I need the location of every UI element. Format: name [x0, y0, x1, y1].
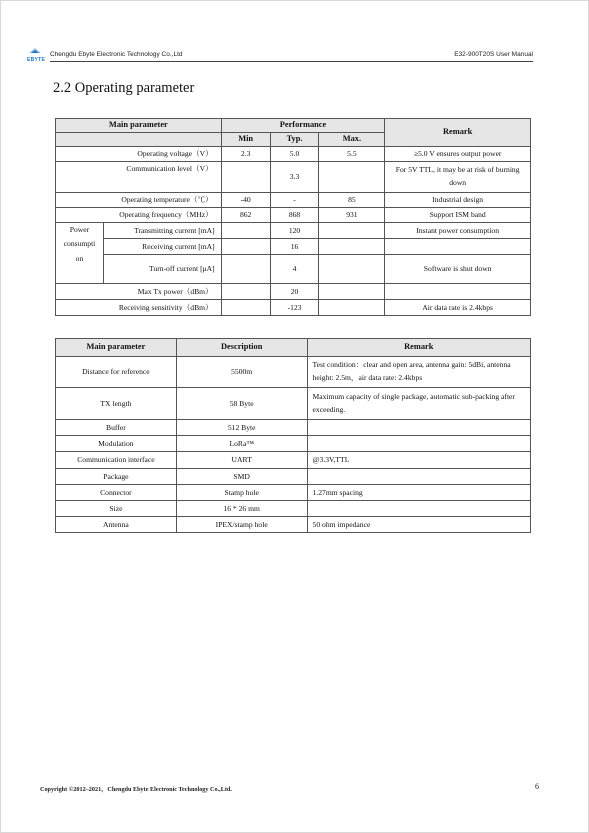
section-title: 2.2 Operating parameter [53, 80, 195, 96]
remark-cell: Software is shut down [385, 255, 531, 284]
remark-cell: Maximum capacity of single package, automatic sub-packing after exceeding. [307, 388, 530, 420]
operating-parameter-table [55, 118, 531, 316]
typ-cell: 20 [270, 284, 319, 300]
header-main-parameter: Main parameter [56, 119, 222, 133]
param-cell: Receiving current [mA] [103, 239, 221, 255]
footer-copyright: Copyright ©2012–2021，Chengdu Ebyte Electronic Technology Co.,Ltd. [40, 786, 232, 793]
remark-cell [385, 284, 531, 300]
param-cell: Turn-off current [μA] [103, 255, 221, 284]
typ-cell: 120 [270, 223, 319, 239]
header-rule [50, 61, 533, 62]
desc-cell: SMD [176, 469, 307, 485]
typ-cell: 5.0 [270, 147, 319, 162]
param-cell: Operating temperature（℃） [56, 193, 222, 208]
header-remark: Remark [307, 339, 530, 357]
min-cell [221, 300, 270, 316]
min-cell [221, 255, 270, 284]
remark-cell: Air data rate is 2.4kbps [385, 300, 531, 316]
remark-cell [307, 501, 530, 517]
remark-cell: Instant power consumption [385, 223, 531, 239]
param-cell: Antenna [56, 517, 177, 533]
page-header [27, 48, 533, 62]
min-cell [221, 162, 270, 193]
param-cell: Operating voltage（V） [56, 147, 222, 162]
header-performance: Performance [221, 119, 385, 133]
desc-cell: 5500m [176, 357, 307, 388]
hardware-parameter-table [55, 338, 531, 533]
param-cell: Receiving sensitivity（dBm） [56, 300, 222, 316]
remark-cell: For 5V TTL, it may be at risk of burning down [385, 162, 531, 193]
header-blank [56, 133, 222, 147]
table-row [56, 147, 531, 162]
max-cell [319, 300, 385, 316]
param-cell: Max Tx power（dBm） [56, 284, 222, 300]
min-cell [221, 223, 270, 239]
desc-cell: UART [176, 452, 307, 469]
power-consumption-label: Power consumpti on [56, 223, 104, 284]
remark-cell: @3.3V,TTL [307, 452, 530, 469]
table-row [56, 501, 531, 517]
table-row [56, 255, 531, 284]
table-row [56, 300, 531, 316]
max-cell [319, 255, 385, 284]
remark-cell: Support ISM band [385, 208, 531, 223]
desc-cell: 512 Byte [176, 420, 307, 436]
typ-cell: 16 [270, 239, 319, 255]
table-row [56, 452, 531, 469]
param-cell: Communication level（V） [56, 162, 222, 193]
desc-cell: 16 * 26 mm [176, 501, 307, 517]
desc-cell: Stamp hole [176, 485, 307, 501]
table-row [56, 485, 531, 501]
param-cell: Distance for reference [56, 357, 177, 388]
remark-cell: 1.27mm spacing [307, 485, 530, 501]
desc-cell: IPEX/stamp hole [176, 517, 307, 533]
remark-cell: ≥5.0 V ensures output power [385, 147, 531, 162]
typ-cell: -123 [270, 300, 319, 316]
table-row [56, 388, 531, 420]
desc-cell: 58 Byte [176, 388, 307, 420]
max-cell [319, 239, 385, 255]
param-cell: Connector [56, 485, 177, 501]
table-row [56, 193, 531, 208]
company-name: Chengdu Ebyte Electronic Technology Co.,Ltd [50, 51, 183, 58]
param-cell: Transmitting current [mA] [103, 223, 221, 239]
min-cell: 2.3 [221, 147, 270, 162]
max-cell [319, 162, 385, 193]
remark-cell: Industrial design [385, 193, 531, 208]
remark-cell [385, 239, 531, 255]
table-row [56, 223, 531, 239]
header-description: Description [176, 339, 307, 357]
min-cell: -40 [221, 193, 270, 208]
typ-cell: - [270, 193, 319, 208]
typ-cell: 868 [270, 208, 319, 223]
param-cell: Size [56, 501, 177, 517]
max-cell [319, 284, 385, 300]
param-cell: Operating frequency（MHz） [56, 208, 222, 223]
header-remark: Remark [385, 119, 531, 147]
param-cell: Modulation [56, 436, 177, 452]
table-row [56, 239, 531, 255]
remark-cell [307, 469, 530, 485]
param-cell: Package [56, 469, 177, 485]
max-cell: 931 [319, 208, 385, 223]
page-number: 6 [535, 782, 539, 791]
desc-cell: LoRa™ [176, 436, 307, 452]
table-row [56, 436, 531, 452]
table-row [56, 420, 531, 436]
min-cell: 862 [221, 208, 270, 223]
header-typ: Typ. [270, 133, 319, 147]
header-main-parameter: Main parameter [56, 339, 177, 357]
max-cell: 85 [319, 193, 385, 208]
remark-cell [307, 436, 530, 452]
table-row [56, 162, 531, 193]
remark-cell: Test condition：clear and open area, antenna gain: 5dBi, antenna height: 2.5m，air data rate: 2.4kbps [307, 357, 530, 388]
remark-cell [307, 420, 530, 436]
min-cell [221, 284, 270, 300]
param-cell: TX length [56, 388, 177, 420]
table-row [56, 284, 531, 300]
max-cell: 5.5 [319, 147, 385, 162]
typ-cell: 3.3 [270, 162, 319, 193]
remark-cell: 50 ohm impedance [307, 517, 530, 533]
table-row [56, 517, 531, 533]
table-row [56, 469, 531, 485]
min-cell [221, 239, 270, 255]
manual-title: E32-900T20S User Manual [454, 51, 533, 58]
header-min: Min [221, 133, 270, 147]
typ-cell: 4 [270, 255, 319, 284]
header-max: Max. [319, 133, 385, 147]
max-cell [319, 223, 385, 239]
table-row [56, 357, 531, 388]
param-cell: Communication interface [56, 452, 177, 469]
param-cell: Buffer [56, 420, 177, 436]
logo-text: EBYTE [27, 57, 46, 63]
table-row [56, 208, 531, 223]
